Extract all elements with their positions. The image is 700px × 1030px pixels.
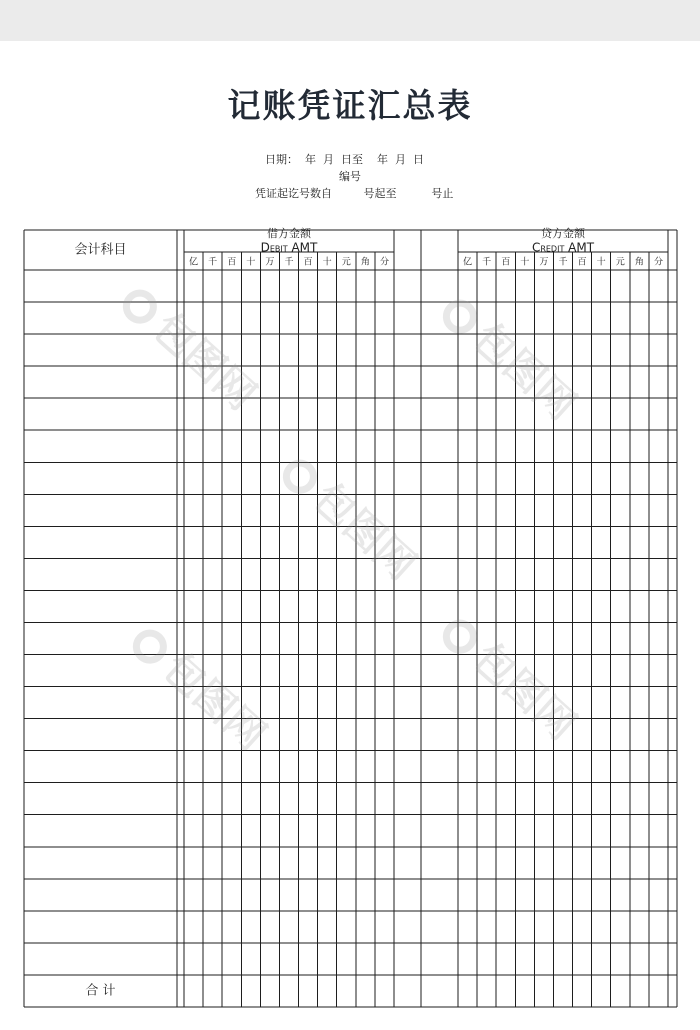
debit-digit-unit: 百 bbox=[303, 257, 313, 268]
number-label: 编号 bbox=[339, 170, 361, 183]
watermark-text: 包图网 bbox=[464, 634, 585, 750]
date-line: 日期： 年 月 日至 年 月 日 bbox=[265, 153, 424, 166]
credit-digit-unit: 十 bbox=[520, 257, 530, 268]
account-header: 会计科目 bbox=[74, 242, 127, 258]
debit-digit-unit: 十 bbox=[246, 257, 256, 268]
credit-digit-unit: 百 bbox=[501, 257, 511, 268]
credit-digit-unit: 分 bbox=[653, 257, 663, 268]
credit-digit-unit: 千 bbox=[558, 257, 568, 268]
credit-en-header: Credit AMT bbox=[531, 240, 595, 255]
total-label: 合 计 bbox=[85, 983, 116, 999]
watermark-text: 包图网 bbox=[304, 474, 425, 590]
debit-digit-unit: 十 bbox=[322, 257, 332, 268]
debit-header: 借方金额 bbox=[267, 227, 311, 240]
credit-digit-unit: 千 bbox=[482, 257, 492, 268]
watermark-text: 包图网 bbox=[154, 644, 275, 760]
page-title: 记账凭证汇总表 bbox=[227, 86, 473, 125]
debit-digit-unit: 分 bbox=[379, 257, 389, 268]
debit-digit-unit: 亿 bbox=[189, 257, 199, 268]
debit-digit-unit: 百 bbox=[227, 257, 237, 268]
credit-digit-unit: 亿 bbox=[463, 257, 473, 268]
debit-digit-unit: 千 bbox=[208, 257, 218, 268]
credit-header: 贷方金额 bbox=[541, 227, 585, 240]
voucher-range-line: 凭证起讫号数自 号起至 号止 bbox=[255, 187, 454, 200]
credit-digit-unit: 角 bbox=[634, 257, 644, 268]
debit-digit-unit: 元 bbox=[341, 257, 351, 268]
credit-digit-unit: 十 bbox=[596, 257, 606, 268]
debit-digit-unit: 万 bbox=[265, 257, 275, 268]
credit-digit-unit: 百 bbox=[577, 257, 587, 268]
watermark-text: 包图网 bbox=[464, 314, 585, 430]
credit-digit-unit: 元 bbox=[615, 257, 625, 268]
debit-digit-unit: 角 bbox=[360, 257, 370, 268]
watermark-text: 包图网 bbox=[144, 304, 265, 420]
debit-digit-unit: 千 bbox=[284, 257, 294, 268]
debit-en-header: Debit AMT bbox=[260, 240, 318, 255]
credit-digit-unit: 万 bbox=[539, 257, 549, 268]
